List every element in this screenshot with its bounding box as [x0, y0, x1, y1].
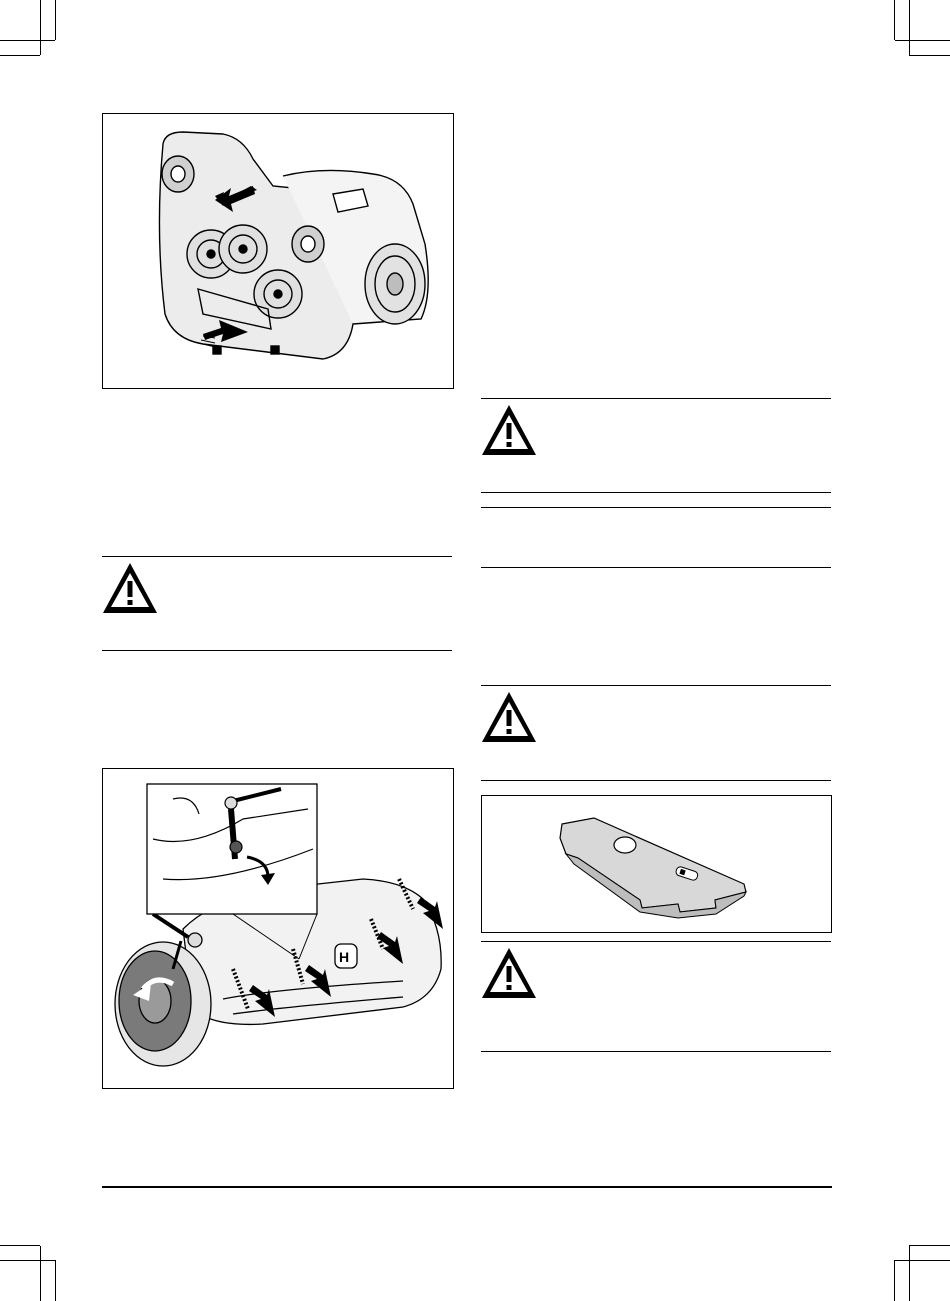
warning-triangle-icon [480, 690, 538, 744]
cutting-blade-illustration [482, 796, 833, 934]
warning-rule-bottom [481, 780, 831, 781]
warning-triangle-icon [480, 946, 538, 1000]
figure-mower-rear-adjust [102, 768, 454, 1089]
warning-rule-top [102, 556, 452, 557]
svg-text:H: H [339, 949, 350, 965]
warning-triangle-icon [480, 403, 538, 457]
warning-rule-bottom [481, 1051, 831, 1052]
figure-mower-underside [102, 113, 454, 389]
note-rule-top [481, 507, 831, 508]
warning-rule-top [481, 685, 831, 686]
figure-blade [481, 795, 832, 933]
warning-triangle-icon [101, 561, 159, 615]
warning-rule-top [481, 941, 831, 942]
footer-rule [102, 1186, 832, 1188]
warning-rule-bottom [102, 650, 452, 651]
mower-rear-illustration [103, 769, 455, 1090]
note-rule-bottom [481, 567, 831, 568]
warning-rule-bottom [481, 492, 831, 493]
warning-rule-top [481, 398, 831, 399]
mower-underside-illustration [103, 114, 455, 390]
